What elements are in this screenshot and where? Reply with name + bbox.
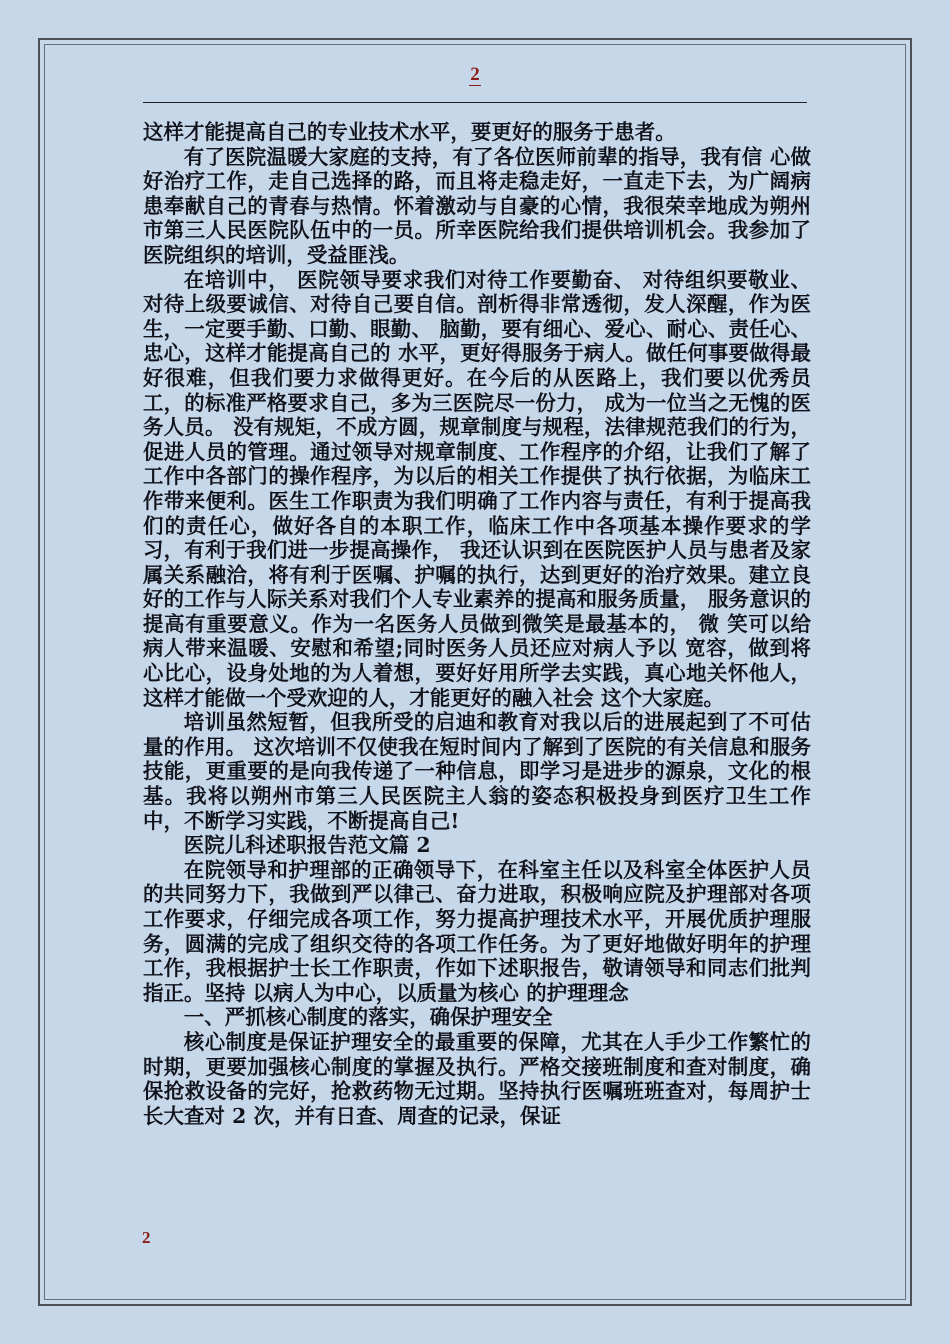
- paragraph: 有了医院温暖大家庭的支持，有了各位医师前辈的指导，我有信 心做好治疗工作，走自己选择的路，而且将走稳走好，一直走下去，为广阔病患奉献自己的青春与热情。怀着激动与自豪的心情，我很荣幸地成为朔州市第三人民医院队伍中的一员。所幸医院给我们提供培训机会。我参加了医院组织的培训，受益匪浅。: [143, 144, 811, 267]
- paragraph: 培训虽然短暂，但我所受的启迪和教育对我以后的进展起到了不可估量的作用。 这次培训不仅使我在短时间内了解到了医院的有关信息和服务技能，更重要的是向我传递了一种信息，即学习是进步的源泉，文化的根基。我将以朔州市第三人民医院主人翁的姿态积极投身到医疗卫生工作中，不断学习实践，不断提高自己!: [143, 710, 811, 833]
- paragraph: 在院领导和护理部的正确领导下，在科室主任以及科室全体医护人员的共同努力下，我做到严以律己、奋力进取，积极响应院及护理部对各项工作要求，仔细完成各项工作，努力提高护理技术水平，开展优质护理服务，圆满的完成了组织交待的各项工作任务。为了更好地做好明年的护理工作，我根据护士长工作职责，作如下述职报告，敬请领导和同志们批判指正。坚持 以病人为中心，以质量为核心 的护理理念: [143, 857, 811, 1005]
- paragraph: 一、严抓核心制度的落实，确保护理安全: [183, 1005, 553, 1030]
- document-body: [143, 120, 811, 1128]
- paragraph: 核心制度是保证护理安全的最重要的保障，尤其在人手少工作繁忙的时期，更要加强核心制度的掌握及执行。严格交接班制度和查对制度，确保抢救设备的完好，抢救药物无过期。坚持执行医嘱班班查对，每周护士长大查对 2 次，并有日查、周查的记录，保证: [143, 1029, 811, 1128]
- header-rule: [143, 102, 807, 103]
- paragraph: 医院儿科述职报告范文篇 2: [183, 833, 431, 858]
- paragraph: 这样才能提高自己的专业技术水平，要更好的服务于患者。: [143, 120, 676, 144]
- header-page-number: 2: [470, 64, 480, 85]
- footer-page-number: 2: [142, 1228, 151, 1247]
- paragraph: 在培训中， 医院领导要求我们对待工作要勤奋、 对待组织要敬业、对待上级要诚信、对待自己要自信。剖析得非常透彻，发人深醒，作为医生，一定要手勤、口勤、眼勤、 脑勤，要有细心、爱心、耐心、责任心、忠心，这样才能提高自己的 水平，更好得服务于病人。做任何事要做得最好很难，但我们要力求做得更好。在今后的从医路上，我们要以优秀员工，的标准严格要求自己，多为三医院尽一份力， 成为一位当之无愧的医务人员。 没有规矩，不成方圆，规章制度与规程，法律规范我们的行为，促进人员的管理。通过领导对规章制度、工作程序的介绍，让我们了解了工作中各部门的操作程序，为以后的相关工作提供了执行依据，为临床工作带来便利。医生工作职责为我们明确了工作内容与责任，有利于提高我们的责任心，做好各自的本职工作，临床工作中各项基本操作要求的学习，有利于我们进一步提高操作， 我还认识到在医院医护人员与患者及家属关系融洽，将有利于医嘱、护嘱的执行，达到更好的治疗效果。建立良好的工作与人际关系对我们个人专业素养的提高和服务质量， 服务意识的提高有重要意义。作为一名医务人员做到微笑是最基本的， 微 笑可以给病人带来温暖、安慰和希望;同时医务人员还应对病人予以 宽容，做到将心比心，设身处地的为人着想，要好好用所学去实践，真心地关怀他人，这样才能做一个受欢迎的人，才能更好的融入社会 这个大家庭。: [143, 267, 811, 710]
